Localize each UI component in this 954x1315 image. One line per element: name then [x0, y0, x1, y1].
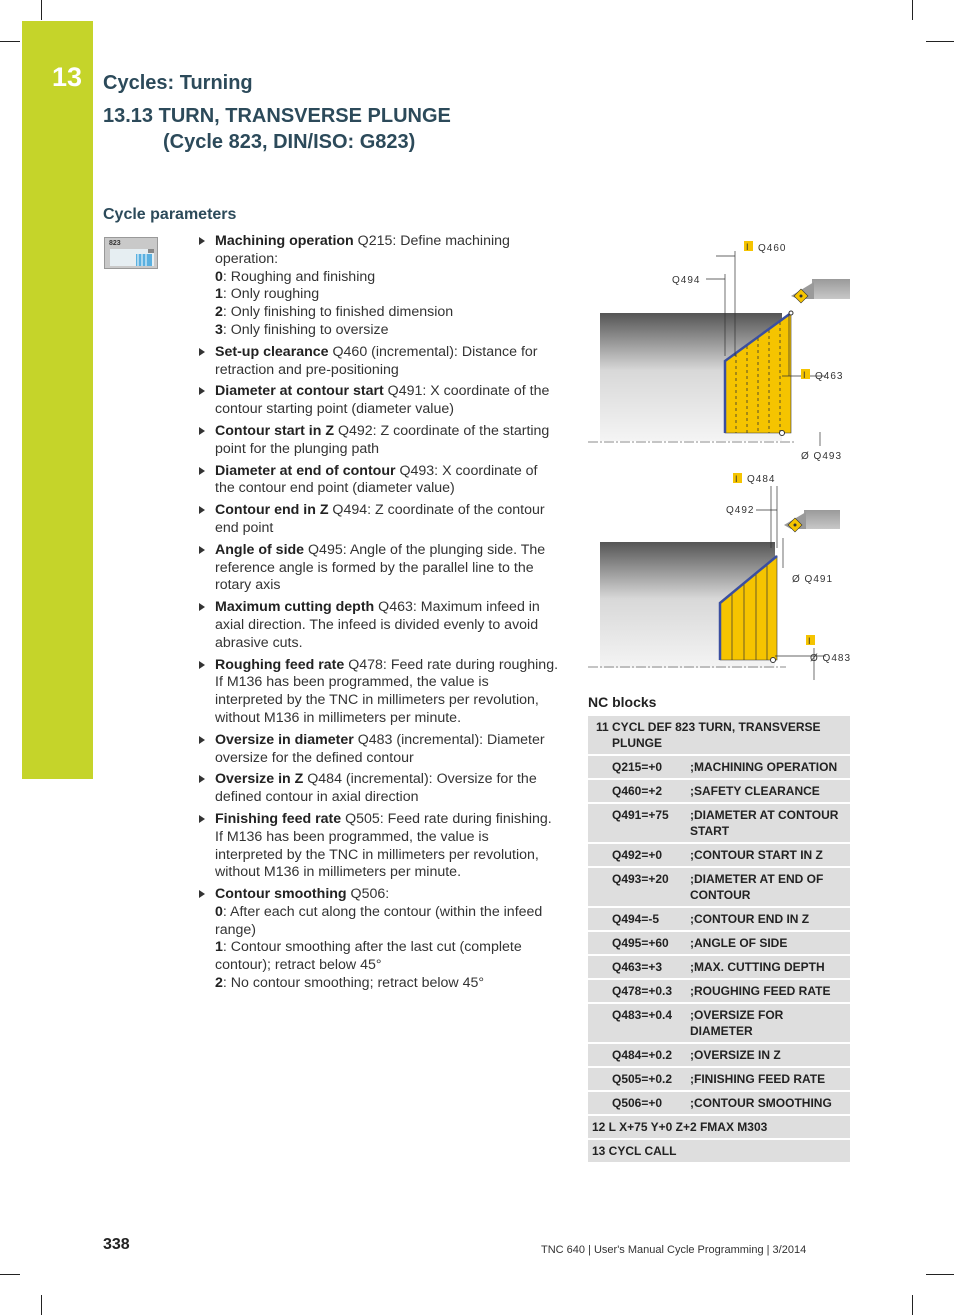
nc-row	[588, 1067, 850, 1091]
nc-param-value: Q484=+0.2	[588, 1043, 686, 1067]
parameter-option	[215, 322, 559, 340]
parameter-description: Q478: Feed rate during roughing. If M136 has been programmed, the value is interpreted by the TNC in millimeters per revolution, without M136 in millimeters per minute.	[215, 656, 559, 726]
option-key: 1	[215, 286, 223, 303]
end-point-marker	[771, 658, 776, 663]
cycle-parameters-heading: Cycle parameters	[103, 206, 237, 223]
nc-row	[588, 779, 850, 803]
label-q483: Ø Q483	[810, 653, 852, 664]
parameter-name: Contour smoothing	[215, 886, 347, 903]
nc-row	[588, 931, 850, 955]
nc-param-comment: ;CONTOUR END IN Z	[686, 907, 850, 931]
parameter-item	[197, 886, 559, 993]
nc-param-value: Q494=-5	[588, 907, 686, 931]
label-q491: Ø Q491	[792, 574, 834, 585]
label-q460: Q460	[758, 243, 787, 254]
crop-mark	[0, 41, 20, 42]
parameter-item	[197, 771, 559, 807]
parameter-name: Angle of side	[215, 541, 305, 558]
label-q494: Q494	[672, 275, 701, 286]
nc-row	[588, 867, 850, 907]
turning-tool	[791, 279, 850, 303]
option-key: 3	[215, 321, 223, 338]
cycle-softkey	[104, 237, 158, 269]
nc-param-comment: ;ROUGHING FEED RATE	[686, 979, 850, 1003]
parameter-item	[197, 502, 559, 538]
option-key: 0	[215, 268, 223, 285]
crop-mark	[41, 0, 42, 20]
option-key: 0	[215, 903, 223, 920]
parameter-item	[197, 732, 559, 768]
footer-text: TNC 640 | User's Manual Cycle Programming | 3/2014	[541, 1244, 807, 1256]
chapter-tab	[22, 21, 93, 779]
crop-mark	[912, 0, 913, 20]
incremental-marker	[801, 369, 810, 380]
parameter-name: Machining operation	[215, 233, 354, 249]
parameter-option	[215, 975, 559, 993]
crop-mark	[0, 1274, 20, 1275]
label-q493: Ø Q493	[801, 451, 843, 462]
crop-mark	[41, 1295, 42, 1315]
nc-line: 13 CYCL CALL	[588, 1139, 850, 1163]
nc-param-comment: ;MACHINING OPERATION	[686, 755, 850, 779]
parameter-description: Q493: X coordinate of the contour end point (diameter value)	[215, 462, 538, 497]
nc-row	[588, 955, 850, 979]
nc-row	[588, 1043, 850, 1067]
parameter-item	[197, 344, 559, 380]
crop-mark	[926, 1274, 954, 1275]
label-q492: Q492	[726, 505, 755, 516]
nc-row	[588, 1115, 850, 1139]
parameter-description: Q495: Angle of the plunging side. The reference angle is formed by the parallel line to the rotary axis	[215, 541, 546, 594]
section-title-line2: (Cycle 823, DIN/ISO: G823)	[163, 131, 416, 153]
nc-row	[588, 1003, 850, 1043]
parameter-option	[215, 304, 559, 322]
nc-param-comment: ;ANGLE OF SIDE	[686, 931, 850, 955]
parameter-name: Contour end in Z	[215, 502, 329, 519]
nc-row	[588, 716, 850, 755]
parameter-description: Q506:	[346, 886, 390, 903]
softkey-graphic	[110, 249, 154, 266]
option-text: : Only finishing to finished dimension	[222, 304, 454, 321]
parameter-list	[197, 233, 559, 997]
parameter-name: Maximum cutting depth	[215, 599, 375, 616]
parameter-description: Q460 (incremental): Distance for retraction and pre-positioning	[215, 343, 538, 378]
nc-param-value: Q478=+0.3	[588, 979, 686, 1003]
softkey-label: 823	[109, 240, 121, 247]
parameter-option	[215, 904, 559, 940]
plunge-diagram-bottom	[586, 468, 854, 684]
parameter-description: Q463: Maximum infeed in axial direction. The infeed is divided evenly to avoid abrasive cuts.	[215, 599, 540, 651]
nc-row	[588, 843, 850, 867]
option-key: 2	[215, 304, 223, 321]
parameter-description: Q491: X coordinate of the contour starting point (diameter value)	[215, 383, 550, 418]
parameter-name: Diameter at end of contour	[215, 462, 396, 479]
section-title-line1: 13.13 TURN, TRANSVERSE PLUNGE	[103, 105, 451, 127]
nc-param-comment: ;SAFETY CLEARANCE	[686, 779, 850, 803]
nc-row	[588, 979, 850, 1003]
nc-param-value: Q463=+3	[588, 955, 686, 979]
svg-text:I: I	[746, 242, 750, 252]
parameter-option	[215, 939, 559, 975]
parameter-description: Q505: Feed rate during finishing. If M136 has been programmed, the value is interpreted by the TNC in millimeters per revolution, without M136 in millimeters per minute.	[215, 810, 552, 881]
nc-param-value: Q492=+0	[588, 843, 686, 867]
svg-text:I: I	[808, 636, 812, 646]
nc-param-comment: ;CONTOUR SMOOTHING	[686, 1091, 850, 1115]
incremental-marker	[733, 473, 742, 484]
parameter-name: Set-up clearance	[215, 343, 329, 360]
parameter-description: Q494: Z coordinate of the contour end point	[215, 502, 545, 536]
nc-blocks-table	[588, 716, 850, 1164]
nc-param-value: Q215=+0	[588, 755, 686, 779]
option-text: : Roughing and finishing	[222, 268, 376, 285]
parameter-item	[197, 383, 559, 419]
parameter-name: Roughing feed rate	[215, 656, 345, 673]
option-text: : Only finishing to oversize	[222, 321, 389, 338]
parameter-item	[197, 463, 559, 499]
parameter-description: Q484 (incremental): Oversize for the defined contour in axial direction	[215, 771, 537, 806]
nc-param-comment: ;DIAMETER AT CONTOUR START	[686, 803, 850, 843]
parameter-description: Q215: Define machining operation:	[215, 233, 510, 267]
parameter-item	[197, 233, 559, 340]
label-q484: Q484	[747, 474, 776, 485]
page-number: 338	[103, 1236, 130, 1253]
svg-text:I: I	[803, 370, 807, 380]
nc-param-value: Q493=+20	[588, 867, 686, 907]
crop-mark	[926, 41, 954, 42]
parameter-option	[215, 286, 559, 304]
nc-param-value: Q483=+0.4	[588, 1003, 686, 1043]
parameter-name: Oversize in diameter	[215, 731, 354, 748]
chapter-number: 13	[52, 62, 83, 92]
option-text: : No contour smoothing; retract below 45°	[222, 975, 485, 992]
nc-cycle-def: 11 CYCL DEF 823 TURN, TRANSVERSE PLUNGE	[596, 720, 821, 750]
start-point-marker	[789, 311, 793, 315]
end-point-marker	[780, 431, 785, 436]
option-text: : Only roughing	[222, 286, 320, 303]
plunge-diagram-top	[586, 236, 854, 466]
parameter-name: Contour start in Z	[215, 422, 335, 439]
incremental-marker	[744, 241, 753, 252]
nc-row	[588, 803, 850, 843]
parameter-item	[197, 811, 559, 882]
parameter-description: Q483 (incremental): Diameter oversize for the defined contour	[215, 731, 545, 766]
nc-param-value: Q460=+2	[588, 779, 686, 803]
nc-param-comment: ;FINISHING FEED RATE	[686, 1067, 850, 1091]
nc-param-value: Q491=+75	[588, 803, 686, 843]
nc-param-comment: ;OVERSIZE IN Z	[686, 1043, 850, 1067]
nc-row	[588, 755, 850, 779]
nc-row	[588, 1091, 850, 1115]
nc-param-comment: ;CONTOUR START IN Z	[686, 843, 850, 867]
nc-param-comment: ;DIAMETER AT END OF CONTOUR	[686, 867, 850, 907]
nc-param-value: Q505=+0.2	[588, 1067, 686, 1091]
parameter-item	[197, 423, 559, 459]
chapter-title: Cycles: Turning	[103, 72, 253, 94]
parameter-description: Q492: Z coordinate of the starting point for the plunging path	[215, 422, 550, 457]
incremental-marker	[806, 635, 815, 646]
nc-row	[588, 1139, 850, 1163]
nc-blocks-heading: NC blocks	[588, 694, 657, 710]
option-text: : Contour smoothing after the last cut (complete contour); retract below 45°	[215, 939, 522, 974]
parameter-name: Diameter at contour start	[215, 383, 384, 400]
parameter-item	[197, 657, 559, 728]
nc-param-comment: ;MAX. CUTTING DEPTH	[686, 955, 850, 979]
parameter-name: Finishing feed rate	[215, 810, 342, 827]
nc-param-comment: ;OVERSIZE FOR DIAMETER	[686, 1003, 850, 1043]
parameter-item	[197, 599, 559, 652]
option-key: 2	[215, 975, 223, 992]
parameter-name: Oversize in Z	[215, 771, 304, 788]
parameter-option	[215, 269, 559, 287]
nc-line: 12 L X+75 Y+0 Z+2 FMAX M303	[588, 1115, 850, 1139]
turning-tool	[784, 510, 840, 532]
label-q463: Q463	[815, 371, 844, 382]
softkey-plunge-icon	[110, 249, 154, 266]
parameter-item	[197, 542, 559, 595]
svg-text:I: I	[735, 474, 739, 484]
section-title	[103, 103, 451, 155]
nc-row	[588, 907, 850, 931]
nc-param-value: Q506=+0	[588, 1091, 686, 1115]
crop-mark	[912, 1295, 913, 1315]
option-text: : After each cut along the contour (within the infeed range)	[215, 903, 543, 938]
nc-param-value: Q495=+60	[588, 931, 686, 955]
option-key: 1	[215, 939, 223, 956]
